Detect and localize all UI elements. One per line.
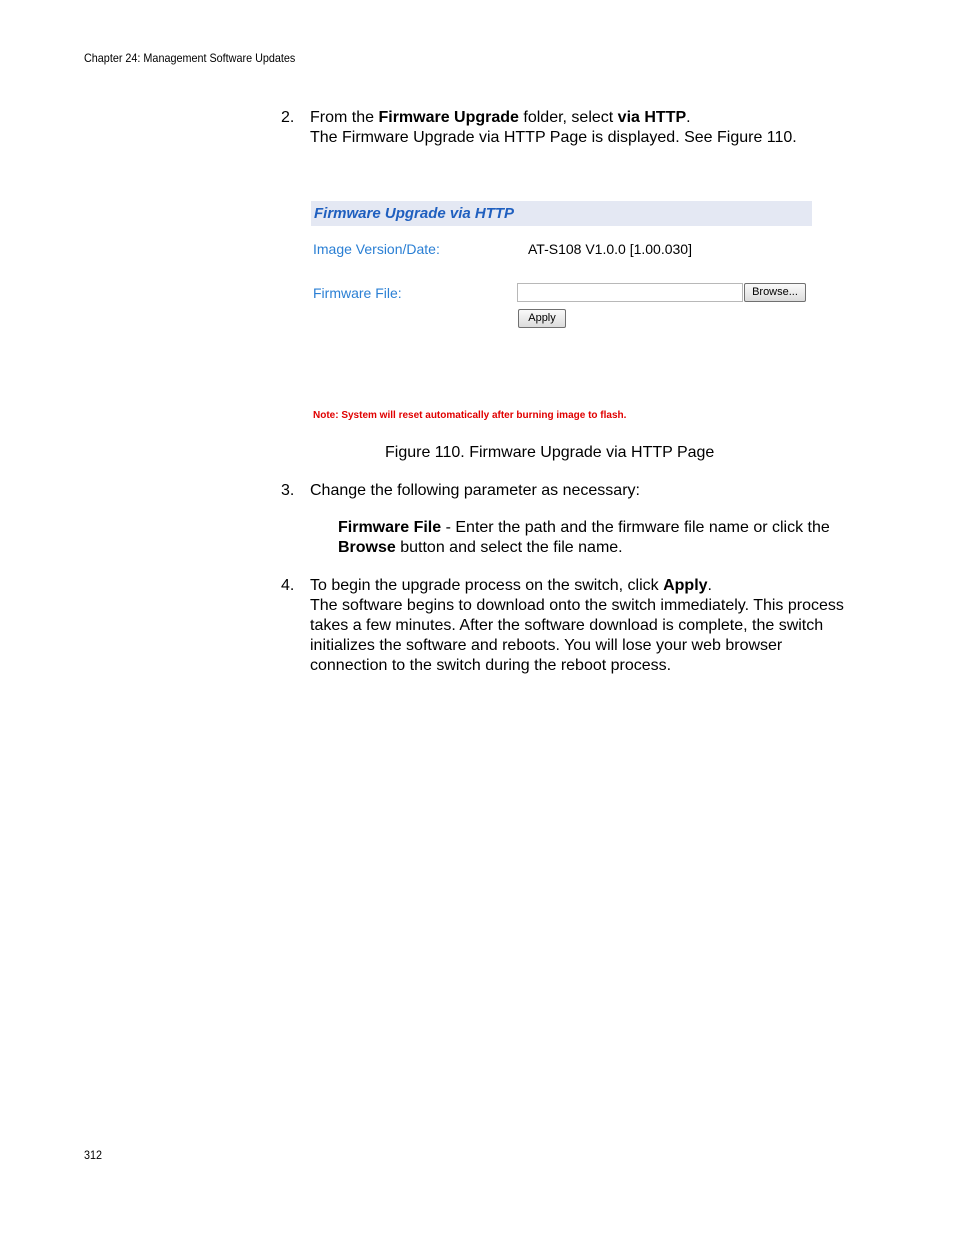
browse-reference: Browse: [338, 539, 396, 556]
option-name: via HTTP: [617, 109, 687, 126]
running-header: Chapter 24: Management Software Updates: [84, 51, 296, 65]
step-number: 3.: [281, 482, 295, 499]
step-4-instruction: To begin the upgrade process on the switch, click Apply.: [310, 577, 712, 594]
browse-button[interactable]: Browse...: [744, 283, 806, 302]
parameter-description: Firmware File - Enter the path and the firmware file name or click the Browse button and select the file name.: [338, 519, 830, 556]
figure-caption: Figure 110. Firmware Upgrade via HTTP Page: [385, 444, 715, 461]
figure-title-bar: [311, 201, 812, 226]
figure-page-title: Firmware Upgrade via HTTP: [314, 205, 515, 222]
image-version-label: Image Version/Date:: [313, 241, 440, 257]
step-number: 4.: [281, 577, 295, 594]
reset-note: Note: System will reset automatically after burning image to flash.: [313, 410, 627, 421]
apply-button[interactable]: Apply: [518, 309, 566, 328]
parameter-name: Firmware File: [338, 519, 442, 536]
apply-reference: Apply: [663, 577, 708, 594]
page-number: 312: [84, 1148, 103, 1162]
step-3-text: Change the following parameter as necessary:: [310, 482, 640, 499]
image-version-value: AT-S108 V1.0.0 [1.00.030]: [528, 241, 692, 257]
firmware-file-label: Firmware File:: [313, 285, 402, 301]
step-2-result: The Firmware Upgrade via HTTP Page is displayed. See Figure 110.: [310, 129, 797, 146]
firmware-file-input[interactable]: [517, 283, 743, 302]
folder-name: Firmware Upgrade: [378, 109, 519, 126]
step-number: 2.: [281, 109, 295, 126]
step-2-instruction: From the Firmware Upgrade folder, select via HTTP.: [310, 109, 691, 126]
step-4-description: The software begins to download onto the switch immediately. This process takes a few minutes. After the software download is complete, the switch initializes the software and reboots. You will lose your web browser connection to the switch during the reboot process.: [310, 597, 844, 674]
